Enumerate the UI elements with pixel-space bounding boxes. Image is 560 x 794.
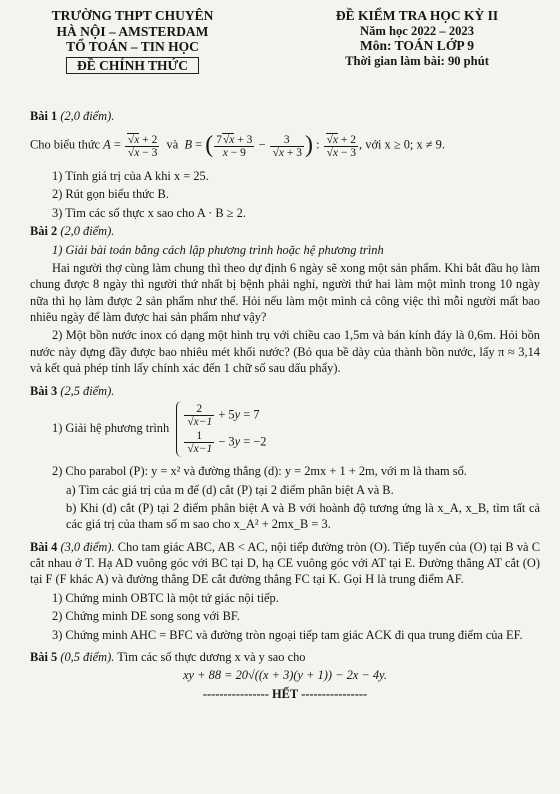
duration: Thời gian làm bài: 90 phút [345,53,489,68]
bai4-text: Bài 4 (3,0 điểm). Cho tam giác ABC, AB < AC, nội tiếp đường tròn (O). Tiếp tuyến của (O) tại B và C cắt nhau ở T. Hạ AD vuông góc với BC tại D, hạ CE vuông góc với AT tại E. Đường thẳng AT cắt (O) tại F (F khác A) và đường thẳng DE cắt đường thẳng FC tại K. Gọi H là trung điểm AF. [30,539,540,587]
official-stamp: ĐỀ CHÍNH THỨC [66,57,199,75]
bai5-equation: xy + 88 = 20√((x + 3)(y + 1)) − 2x − 4y. [183,668,387,683]
bai2-part2-text: 2) Một bồn nước inox có dạng một hình trụ với chiều cao 1,5m và bán kính đáy là 0,6m. Hỏi bồn nước này đựng đầy được bao nhiêu mét khối nước? (Bỏ qua bề dày của thành bồn nước, lấy π ≈ 3,14 và kết quả phép tính lấy chính xác đến 1 chữ số sau dấu phẩy). [30,328,540,376]
footer-end: ---------------- HẾT ---------------- [202,686,368,701]
bai3-q2a: a) Tìm các giá trị của m để (d) cắt (P) tại 2 điểm phân biệt A và B. [66,482,394,497]
bai2-heading: Bài 2 (2,0 điểm). [30,224,115,239]
bai1-q3: 3) Tìm các số thực x sao cho A · B ≥ 2. [52,205,246,220]
exam-content [30,108,540,704]
school-header [30,8,235,74]
bai3-heading: Bài 3 (2,5 điểm). [30,383,115,398]
exam-header [292,8,542,68]
subject: Môn: TOÁN LỚP 9 [360,37,474,53]
bai2-part1-title: 1) Giải bài toán bằng cách lập phương trình hoặc hệ phương trình [52,242,384,257]
bai1-expression: Cho biểu thức A = $\frac{√x + 2}{√x - 3}$ và B = ( $\frac{7√x + 3}{x - 9}$ − $\frac{3}{√x + 3}$ ) : $\frac{√x + 2}{√x - 3}$ , với x ≥ 0; x ≠ 9. [30,132,445,159]
exam-title: ĐỀ KIỂM TRA HỌC KỲ II [335,8,499,23]
bai3-q1: 1) Giải hệ phương trình $\frac{2}{√x-1}$ + 5y = 7 $\frac{1}{√x-1}$ − 3y = −2 [30,401,540,457]
bai1-heading: Bài 1 (2,0 điểm). [30,109,115,123]
bai3-q2: 2) Cho parabol (P): y = x² và đường thẳng (d): y = 2mx + 1 + 2m, với m là tham số. [52,464,467,479]
department-name: TỔ TOÁN – TIN HỌC [66,39,199,55]
bai2-part1-text: Hai người thợ cùng làm chung thì theo dự định 6 ngày sẽ xong một sản phẩm. Khi bắt đầu họ làm chung được 8 ngày thì người thứ nhất bị bệnh phải nghỉ, người thứ hai làm một mình trong 10 ngày nữa thì họ làm được 2 sản phẩm như thế. Hỏi nếu làm một mình cả công việc thì mỗi người mất bao nhiêu ngày để làm được hai sản phẩm như vậy? [30,260,540,325]
bai3-q2b: b) Khi (d) cắt (P) tại 2 điểm phân biệt A và B với hoành độ tương ứng là x_A, x_B, tìm tất cả các giá trị của tham số m sao cho x_A² + 2mx_B = 3. [66,500,540,532]
bai1-q1: 1) Tính giá trị của A khi x = 25. [52,169,209,184]
bai1-q2: 2) Rút gọn biểu thức B. [52,187,169,202]
school-name-line2: HÀ NỘI – AMSTERDAM [56,23,209,39]
bai5-text: Bài 5 (0,5 điểm). Tìm các số thực dương x và y sao cho [30,649,306,664]
bai4-q3: 3) Chứng minh AHC = BFC và đường tròn ngoại tiếp tam giác ACK đi qua trung điểm của EF. [52,627,523,642]
bai4-q1: 1) Chứng minh OBTC là một tứ giác nội tiếp. [52,590,279,605]
school-name-line1: TRƯỜNG THPT CHUYÊN [51,8,214,23]
bai4-q2: 2) Chứng minh DE song song với BF. [52,609,240,624]
school-year: Năm học 2022 – 2023 [359,23,475,38]
fraction-a: $\frac{√x + 2}{√x - 3}$ [125,134,159,159]
equation-system: $\frac{2}{√x-1}$ + 5y = 7 $\frac{1}{√x-1}$ − 3y = −2 [176,401,266,457]
